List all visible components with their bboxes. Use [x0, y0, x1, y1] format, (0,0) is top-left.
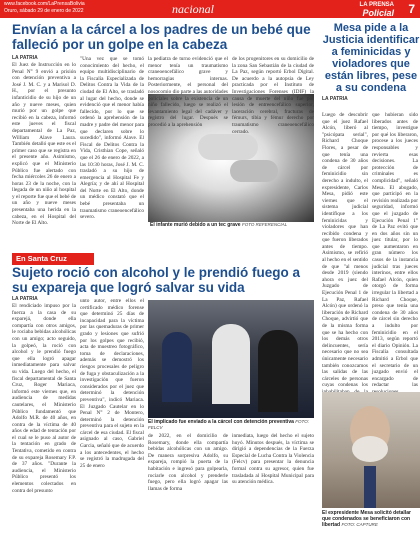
officer-shape: [162, 332, 192, 402]
article1-byline: LA PATRIA: [12, 55, 38, 61]
sidebar-caption-credit: FOTO: CAPTURE: [341, 522, 378, 527]
suspect-photo: [148, 300, 314, 418]
suspect-shape: [212, 324, 250, 404]
hand-shape: [230, 160, 278, 182]
article1-col3: la pediatra de turno evidenció que el menor tenía un traumatismo craneoencefálico grave y hemorragias internas. Posteriormente, el personal del nosocomio dio parte a las autoridades policiales sobre la existencia de un niño fallecido, luego se realizó el levantamiento legal del cadáver y registro del lugar. Después se procedió a la aprehensión: [148, 56, 228, 128]
brand-bottom: Policial: [362, 8, 394, 18]
article1-headline: Envían a la cárcel a los padres de un bebé que falleció por un golpe en la cabeza: [12, 22, 311, 52]
article1-col2: "Una vez que se tomó conocimiento del hecho, el equipo multidisciplinario de la Fiscalía Especializada de Delitos Contra la Vida de la ciudad de El Alto, se trasladó al lugar del hecho, donde se evidenció que el menor había fallecido, por lo que se ordenó la aprehensión de la madre y padre del menor para que declaren sobre lo sucedido", informó Alave. El Fiscal de Delitos Contra la Vida, Cristhian Cope, señaló que el 26 de enero de 2022, a las 10:30 horas, José J. M. C. trasladó a su hijo de emergencia al Hospital Fe y Alegría; y de ahí al Hospital del Norte en El Alto, donde un médico constató que el bebé presentaba un traumatismo craneoencefálico severo.: [80, 56, 144, 221]
article1-col3-cont: [148, 229, 228, 251]
article2-headline: Sujeto roció con alcohol y le prendió fuego a su expareja que logró salvar su vida: [12, 265, 301, 295]
article1-caption-credit: FOTO REFERENCIAL: [241, 222, 288, 227]
dateline: Oruro, sábado 29 de enero de 2022: [4, 8, 84, 14]
article2-col4: inmediata, luego del hecho el sujeto huyó. Minutos después, la víctima se dirigió a dependencias de la Fuerza Especial de Lucha Contra la Violencia (Felcv) para presentar la denuncia formal contra su agresor, quien fue trasladada al Hospital Municipal para su atención médica.: [232, 433, 314, 486]
article2-tag: En Santa Cruz: [12, 253, 94, 265]
page-number: 7: [408, 2, 415, 16]
article1-caption: [150, 222, 314, 228]
officer2-shape: [258, 330, 298, 412]
article1-caption-text: El infante murió debido a un tec grave: [150, 222, 241, 228]
masthead-bar: [0, 0, 420, 18]
sidebar-col1: Luego de descubrir que el juez Rafael Alcón, liberó al "psicópata serial", Richard Choque Flores, a pesar de que tenía una condena de 30 años de cárcel por feminicidio sin derecho a indulto, el expresidente, Carlos Mesa, pidió este viernes que el sistema judicial identifique a los feminicidas y violadores que han recibido condena y que fueron liberados antes de tiempo. Asimismo, se refirió al hecho en el sentido de que "al menos desde 2019 (siendo ahora ex juez del Juzgado de Ejecución Penal 1 de La Paz, Rafael Alcón) que ordenó la liberación de Richard Choque, advirtió que de la misma forma que se ha hecho con los demás otros delincuentes, sería necesario que no sea únicamente necesario también conozcamos las salidas de las cárceles de personas cuyas condenas los: [322, 112, 368, 389]
article2-caption: [148, 419, 314, 431]
sidebar-col2: que hubieran sido liberados antes de tiempo, investigue por qué los liberaron, procese a los jueces responsables y revierta esas decisiones. La protección de criminales es complicidad", señaló Mesa. El abogado, que participó en la revisión realizada por seguridad, informó que el juzgado de Ejecución Penal 1° de La Paz evitó que en dos años sin un juez titular, por lo que aumentaron en gran número los casos de la instancia judicial tras jueces interinos, entre ellos Rafael Alcón, quien otorgó de forma irregular la libertad a Richard Choque, preso que tenía una condena de 30 años de cárcel sin derecho a indulto por feminicidio en el 2013, según reportó el diario Opinión. La Fiscalía consultada admitió a Erbol que el secretario de un juzgado envió el encargado de redactar las: [372, 112, 418, 389]
brand-top: LA PRENSA: [359, 2, 394, 8]
sidebar-headline: Mesa pide a la Justicia identificar a feminicidas y violadores que están libres, pese a su condena: [322, 22, 420, 94]
tie-shape: [364, 466, 376, 508]
sidebar-caption: [322, 510, 420, 528]
article2-caption-text: El implicado fue enviado a la cárcel con detención preventiva: [148, 419, 294, 425]
facebook-link[interactable]: www.facebook.com/LaPrensaBolivia: [4, 1, 85, 7]
brand-logo: [360, 1, 394, 17]
sidebar-caption-text: El expresidente Mesa solicitó detallar que condenados se beneficiaron con libertad: [322, 510, 411, 528]
article2-col2: unto autor, entre ellos el certificado médico forense que determinó 25 días de incapacidad para la víctima por las quemaduras de primer grado y lesiones que sufrió por los golpes que recibió, acta de muestreo fotográfico, toma de declaraciones, además se demostró los riesgos procesales de peligro de fuga y obstaculización a la investigación que fueron considerados por el juez que determinó la detención preventiva", indicó Mariaca. El Juzgado Cautelar en lo Penal N° 2 de Montero, determinó la detención preventiva para el sujeto en la cárcel de esa ciudad. El fiscal asignado al caso, Gabriel Garcia, señaló que de acuerdo a los antecedentes, el hecho se registró la madrugada del 25 de enero: [80, 298, 144, 469]
article2-col1: El rendiciado impuso por la fuerza a la casa de su exparejá, donde ella compartía con otros amigos, le rociaba bebidas alcohólicas con un amigo; acto seguido, la golpeó, la roció con alcohol y le prendió fuego que ella logró apagar inmediatamente para salvar su vida. Luego del hecho, el fiscal departamental de Santa Cruz, Roger Mariaca, informó este viernes que, en audiencia de medidas cautelares, el Ministerio Público fundamentó que Adolfo M.R. de 40 años, en contra de la víctima de 40 años de edad de tentación por el cual se le puso al autor de la tentación en grado de Tentativa, cometido en contra de su expareja Rosemary F.P. de 37 años. "Durante la audiencia, el Ministerio Público presentó los elementos colectados en contra del presunto: [12, 303, 76, 494]
mesa-photo: [322, 392, 420, 508]
article1-col4: de los progenitores en su domicilio de la zona San Sebastián de la ciudad de La Paz, según reportó Erbol Digital. De acuerdo a la autopsia de Ley practicada por el Instituto de Investigaciones Forenses (IDIF) la causa de muerte del niño fue por lesión de entreencefálico superior, laceración cerebral, fracturas de fémurs, tibia y fémur derecho por traumatismo craneoencefálico cerrado.: [232, 56, 314, 135]
article1-col1: El Juez de Instrucción en lo Penal N° 9 envió a prisión con detención preventiva a José J. M. C. y a Marisol D. H., por el presunto infanticidio de su hijo de un año y nueve meses, quien murió por un golpe que recibió en la cabeza, informó este jueves el fiscal departamental de La Paz, William Alave Laura. También detalló que este es el primer caso que se registra en el presente año. Asimismo, explicó que el Ministerio Público fue alertado con fecha miércoles 26 de enero a horas 23 de la noche, con la llegada de un niño al hospital y el reporte fue que el bebé de un año y nueve meses presentaba una herida en la cabeza, en el Hospital del Norte de El Alto.: [12, 62, 76, 227]
article2-caption-credit: FOTO: FELCV: [148, 419, 309, 430]
beard-shape: [352, 436, 388, 462]
article2-col3: de 2022, en el domicilio de Rosemary, donde ella compartía bebidas alcohólicas con un amigo. De manera sorpresiva Adolfo, su expareja, rompió la puerta de la habitación e ingresó para golpearla, rociarle con alcohol y prenderle fuego, pero ella logró apagar las llamas de forma: [148, 433, 228, 492]
section-name: nacional: [172, 2, 214, 16]
article2-byline: LA PATRIA: [12, 296, 38, 302]
sidebar-byline: LA PATRIA: [322, 96, 348, 102]
baby-arm-shape: [198, 134, 258, 160]
